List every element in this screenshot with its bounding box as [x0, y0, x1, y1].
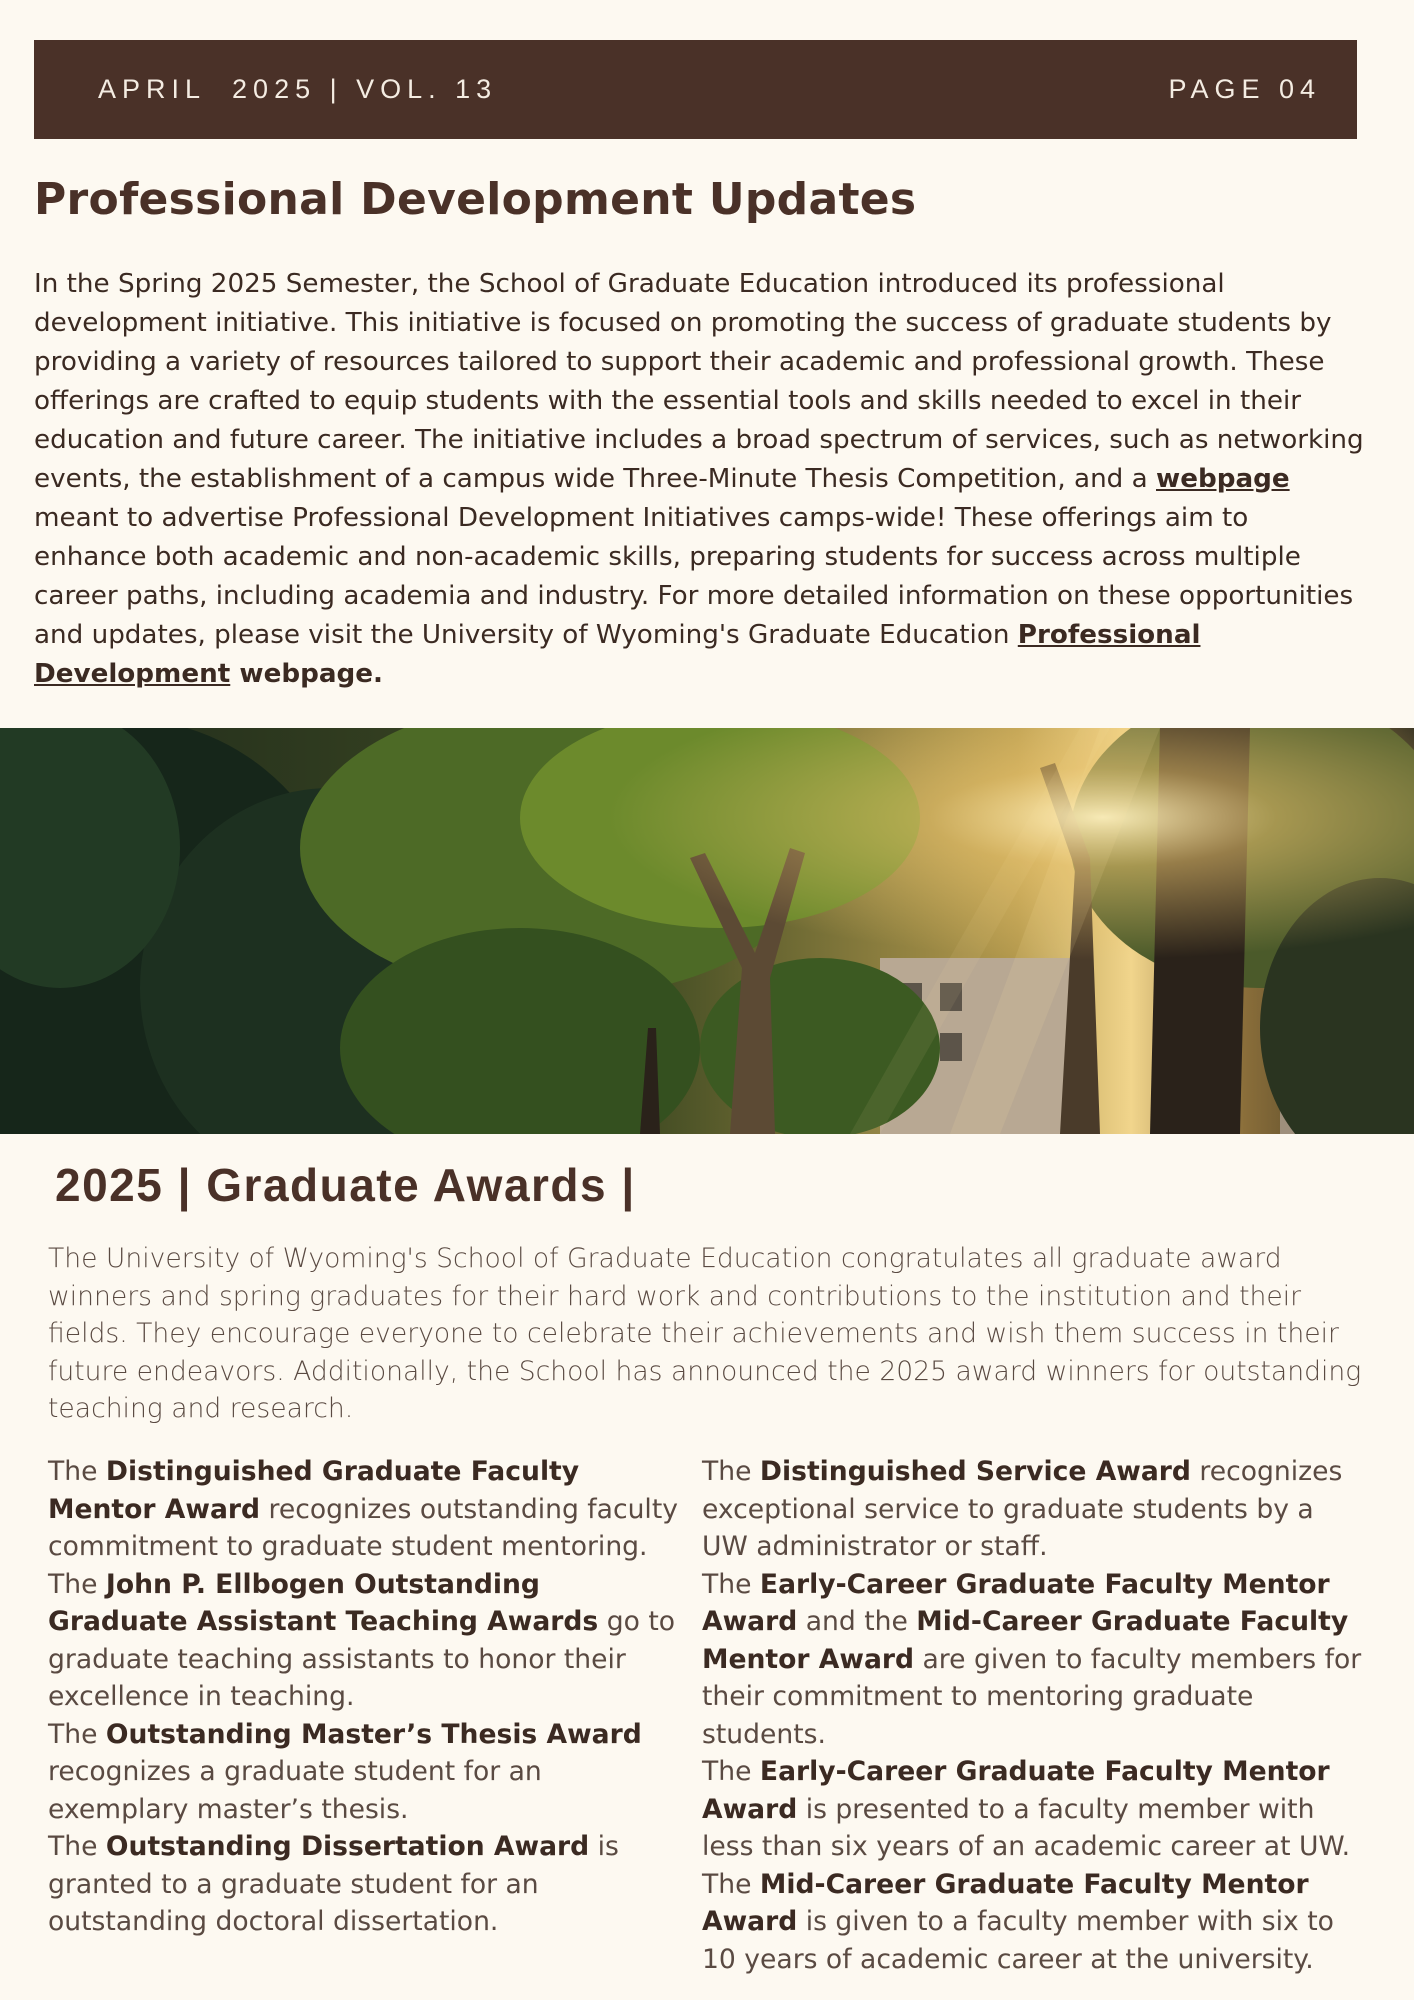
award-description: is granted to a graduate student for an outstanding doctoral dissertation.	[48, 1831, 619, 1937]
award-name: Early-Career Graduate Faculty Mentor Award	[702, 1568, 1330, 1637]
professional-development-link[interactable]: Professional Development	[34, 620, 1201, 689]
pd-intro-text-end: webpage.	[230, 659, 383, 689]
award-description: recognizes a graduate student for an exemplary master’s thesis.	[48, 1756, 542, 1825]
award-name: Mid-Career Graduate Faculty Mentor Award	[702, 1868, 1309, 1937]
award-prefix: The	[702, 1756, 760, 1787]
award-item	[48, 1566, 678, 1716]
award-item	[48, 1828, 678, 1941]
issue-label: APRIL 2025 | VOL. 13	[98, 74, 498, 104]
award-name: Distinguished Graduate Faculty Mentor Award	[48, 1456, 580, 1525]
awards-section-title: 2025 | Graduate Awards |	[55, 1159, 636, 1211]
pd-section-title: Professional Development Updates	[34, 174, 917, 225]
award-description: is presented to a faculty member with less than six years of an academic career at UW.	[702, 1793, 1351, 1862]
award-name: Mid-Career Graduate Faculty Mentor Award	[702, 1606, 1349, 1675]
page-number: PAGE 04	[1168, 74, 1321, 104]
award-item	[702, 1753, 1362, 1866]
award-prefix: The	[702, 1456, 760, 1487]
award-item	[702, 1866, 1362, 1979]
award-prefix: The	[48, 1831, 106, 1862]
awards-intro-paragraph: The University of Wyoming's School of Graduate Education congratulates all graduate award winners and spring graduates for their hard work and contributions to the institution and their fields. They encourage everyone to celebrate their achievements and wish them success in their future endeavors. Additionally, the School has announced the 2025 award winners for outstanding teaching and research.	[48, 1243, 1362, 1424]
award-description: is given to a faculty member with six to 10 years of academic career at the university.	[702, 1906, 1334, 1975]
award-item	[702, 1453, 1362, 1566]
award-name: Distinguished Service Award	[759, 1456, 1191, 1487]
award-prefix: The	[48, 1568, 106, 1600]
award-prefix: The	[48, 1718, 106, 1750]
award-description: recognizes outstanding faculty commitment to graduate student mentoring.	[48, 1493, 678, 1562]
awards-right-column	[702, 1453, 1362, 1978]
award-name: Outstanding Dissertation Award	[105, 1831, 590, 1862]
award-prefix: The	[702, 1568, 760, 1600]
award-item	[48, 1453, 678, 1566]
award-item	[702, 1566, 1362, 1754]
award-name: Early-Career Graduate Faculty Mentor Award	[702, 1756, 1330, 1825]
awards-left-column	[48, 1453, 678, 1941]
award-description: recognizes exceptional service to graduate students by a UW administrator or staff.	[702, 1456, 1343, 1562]
award-prefix: The	[702, 1868, 760, 1900]
campus-trees-photo	[0, 728, 1414, 1134]
pd-intro-paragraph	[34, 265, 1364, 694]
award-description: go to graduate teaching assistants to honor their excellence in teaching.	[48, 1606, 676, 1712]
pd-intro-text-2: meant to advertise Professional Development Initiatives camps-wide! These offerings aim to enhance both academic and non-academic skills, preparing students for success across multiple career paths, including academia and industry. For more detailed information on these opportunities and updates, please visit the University of Wyoming's Graduate Education	[34, 503, 1354, 650]
award-name: John P. Ellbogen Outstanding Graduate Assistant Teaching Awards	[48, 1568, 599, 1637]
pd-intro-text-1: In the Spring 2025 Semester, the School of Graduate Education introduced its professional development initiative. This initiative is focused on promoting the success of graduate students by providing a variety of resources tailored to support their academic and professional growth. These offerings are crafted to equip students with the essential tools and skills needed to excel in their education and future career. The initiative includes a broad spectrum of services, such as networking events, the establishment of a campus wide Three-Minute Thesis Competition, and a	[34, 269, 1364, 494]
award-item	[48, 1716, 678, 1829]
award-description: are given to faculty members for their commitment to mentoring graduate students.	[702, 1643, 1362, 1750]
award-name: Outstanding Master’s Thesis Award	[105, 1718, 642, 1750]
award-connector: and the	[797, 1606, 917, 1637]
webpage-link[interactable]: webpage	[1156, 464, 1290, 494]
award-prefix: The	[48, 1456, 106, 1487]
newsletter-header-bar	[34, 40, 1357, 139]
